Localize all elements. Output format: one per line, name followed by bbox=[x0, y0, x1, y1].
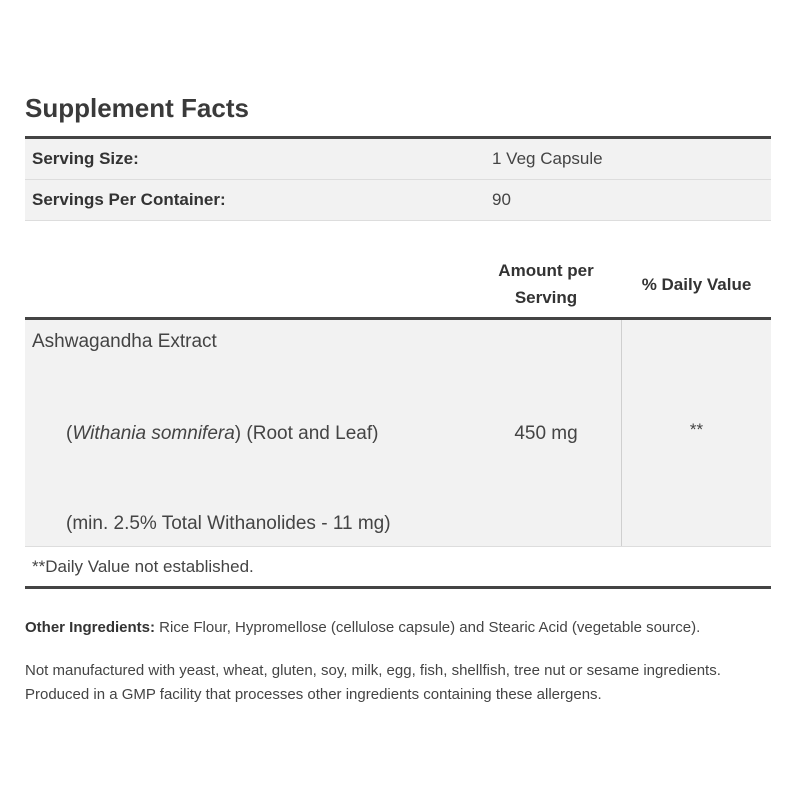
allergen-statement bbox=[25, 659, 785, 707]
ingredient-daily-value: ** bbox=[689, 420, 704, 439]
footnote-row bbox=[25, 547, 771, 589]
daily-value-header: % Daily Value bbox=[641, 275, 752, 294]
serving-size-value: 1 Veg Capsule bbox=[492, 149, 603, 168]
servings-per-container-value: 90 bbox=[492, 190, 511, 209]
ingredient-latin-name bbox=[66, 420, 378, 448]
latin-name: Withania somnifera bbox=[72, 423, 235, 444]
serving-size-row bbox=[25, 139, 771, 180]
amount-header-line1: Amount per bbox=[498, 261, 594, 280]
supplement-facts-table bbox=[25, 136, 771, 589]
ingredient-name: Ashwagandha Extract bbox=[32, 331, 217, 352]
allergen-line-1: Not manufactured with yeast, wheat, gluten, soy, milk, egg, fish, shellfish, tree nut or sesame ingredients. bbox=[25, 662, 721, 679]
servings-per-container-label: Servings Per Container: bbox=[32, 190, 226, 209]
servings-per-container-row bbox=[25, 180, 771, 221]
serving-size-label: Serving Size: bbox=[32, 149, 139, 168]
amount-header-line2: Serving bbox=[514, 288, 578, 307]
amount-per-serving-header bbox=[470, 257, 622, 311]
ingredient-row bbox=[25, 320, 771, 547]
page-title: Supplement Facts bbox=[25, 93, 249, 123]
allergen-line-2: Produced in a GMP facility that processes other ingredients containing these allergens. bbox=[25, 686, 602, 703]
open-paren: ( bbox=[66, 423, 73, 444]
daily-value-footnote: **Daily Value not established. bbox=[32, 557, 254, 576]
ingredient-amount: 450 mg bbox=[514, 423, 578, 444]
other-ingredients bbox=[25, 617, 785, 639]
plant-part: ) (Root and Leaf) bbox=[234, 423, 379, 444]
table-header bbox=[25, 221, 771, 320]
other-ingredients-text: Rice Flour, Hypromellose (cellulose capsule) and Stearic Acid (vegetable source). bbox=[155, 619, 701, 636]
ingredient-standardization: (min. 2.5% Total Withanolides - 11 mg) bbox=[66, 513, 391, 534]
other-ingredients-label: Other Ingredients: bbox=[25, 619, 156, 636]
